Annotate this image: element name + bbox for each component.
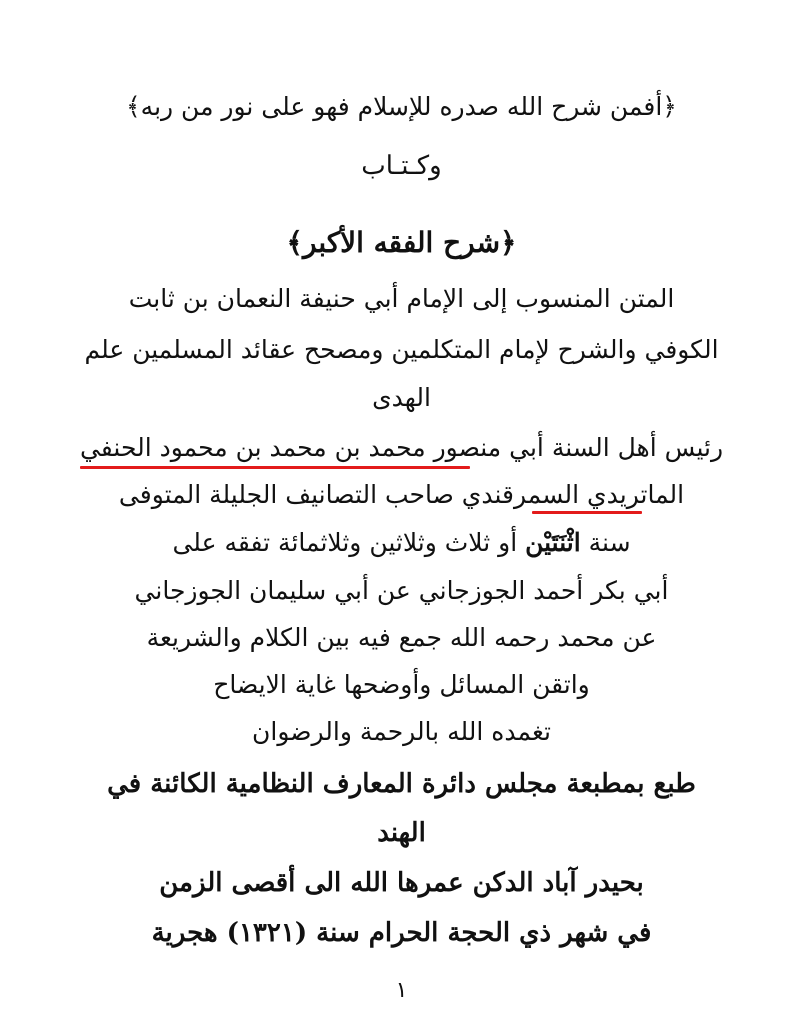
author-line-2	[0, 482, 803, 507]
death-line-suffix: أو ثلاث وثلاثين وثلاثمائة تفقه على	[172, 528, 518, 557]
chain-line-3: واتقن المسائل وأوضحها غاية الايضاح	[213, 670, 590, 699]
chain-line-1: أبي بكر أحمد الجوزجاني عن أبي سليمان الجوزجاني	[134, 576, 669, 605]
and-book-label: وكـتـاب	[361, 151, 442, 181]
author-line-1-underlined: أبي منصور محمد بن محمد بن محمود الحنفي	[79, 433, 544, 462]
chain-line-2: عن محمد رحمه الله جمع فيه بين الكلام والشريعة	[146, 623, 657, 652]
body-line-1: المتن المنسوب إلى الإمام أبي حنيفة النعمان بن ثابت	[128, 284, 675, 313]
page-number: ١	[395, 978, 408, 1003]
author-line-1	[0, 435, 803, 460]
printing-line-1: طبع بمطبعة مجلس دائرة المعارف النظامية الكائنة في	[107, 769, 696, 799]
underline-mark-2	[532, 511, 642, 514]
author-line-1-plain: رئيس أهل السنة	[551, 433, 724, 462]
underline-mark-1	[80, 466, 470, 469]
author-line-2-plain: السمرقندي صاحب التصانيف الجليلة المتوفى	[118, 480, 580, 509]
printing-line-3: بحيدر آباد الدكن عمرها الله الى أقصى الزمن	[159, 868, 644, 898]
book-title: ﴿شرح الفقه الأكبر﴾	[286, 226, 517, 259]
printing-line-2: الهند	[377, 818, 426, 848]
death-line	[0, 530, 803, 555]
chain-line-4: تغمده الله بالرحمة والرضوان	[252, 717, 551, 746]
death-line-emphasized: اثْنَتَيْن	[525, 528, 581, 557]
heading-verse: ﴿أفمن شرح الله صدره للإسلام فهو على نور من ربه﴾	[126, 92, 677, 121]
death-line-prefix: سنة	[588, 528, 631, 557]
body-line-2: الكوفي والشرح لإمام المتكلمين ومصحح عقائد المسلمين علم	[84, 335, 719, 364]
author-line-2-underlined: الماتريدي	[587, 480, 685, 509]
printing-line-4: في شهر ذي الحجة الحرام سنة (١٣٢١) هجرية	[151, 918, 652, 948]
body-line-3: الهدى	[372, 383, 431, 412]
